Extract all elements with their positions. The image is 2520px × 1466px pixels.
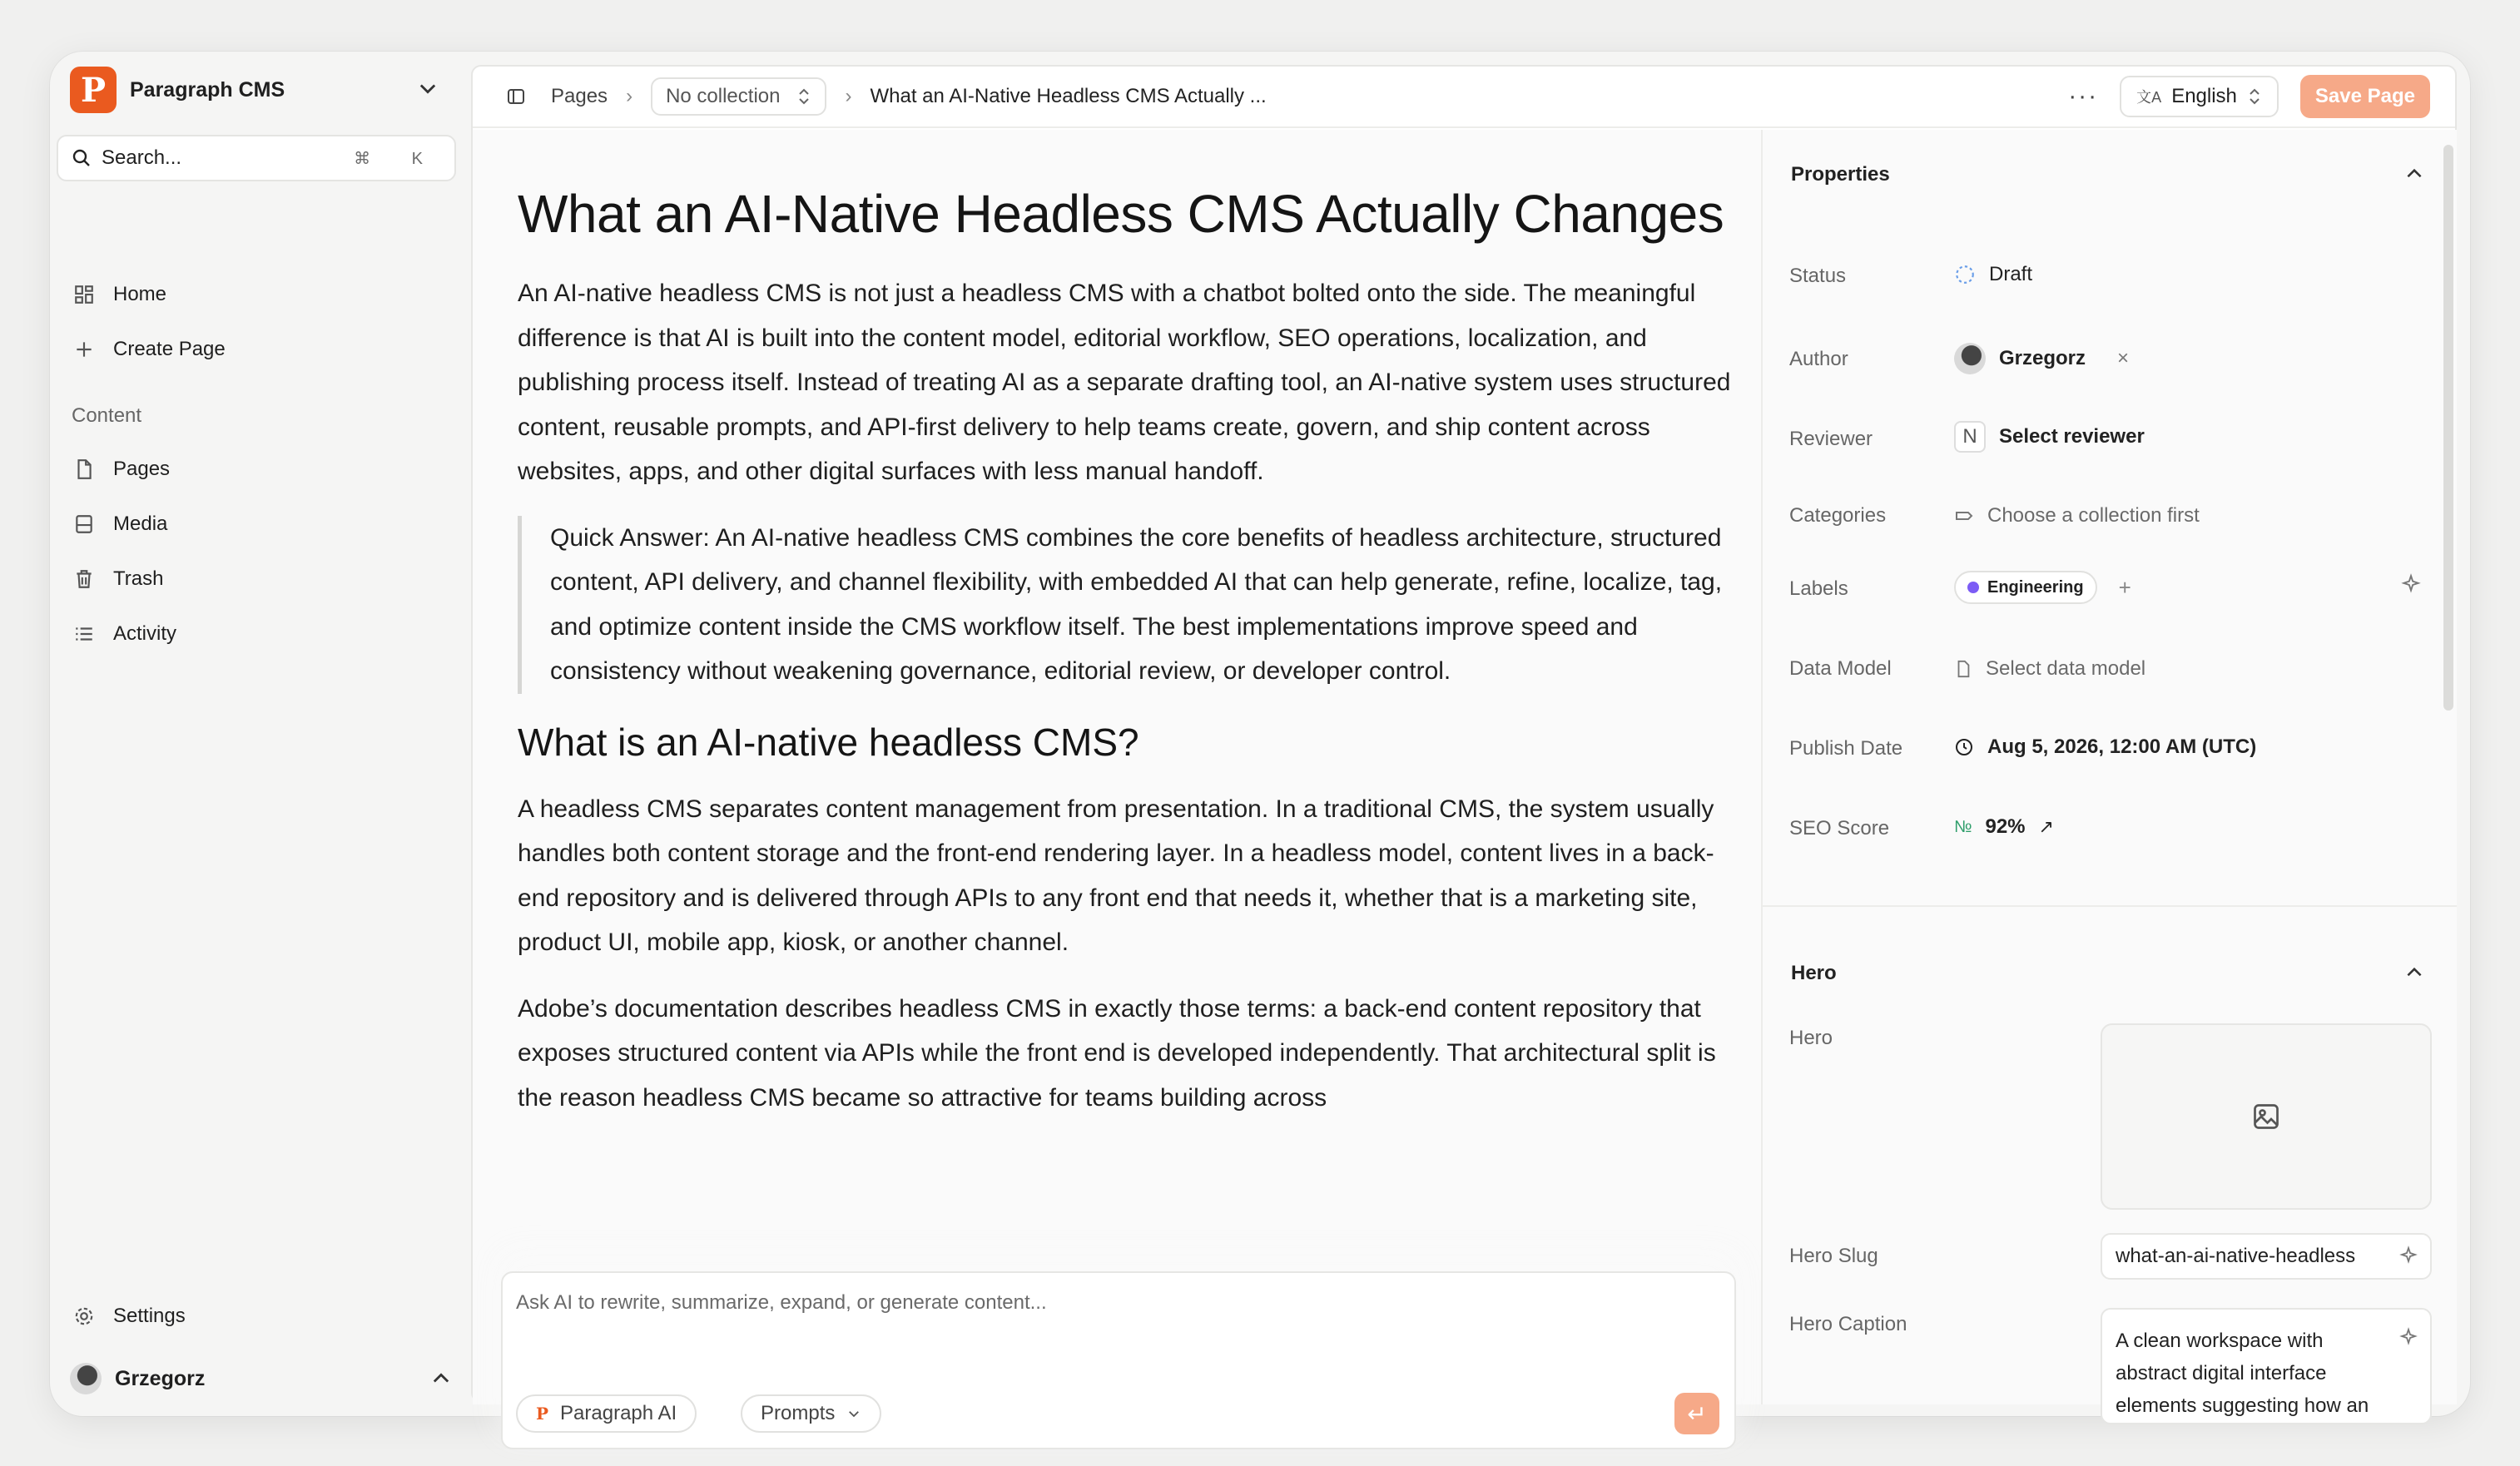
sidebar-item-trash[interactable] [70,559,453,599]
sidebar-item-label: Settings [113,1305,186,1327]
chevron-up-icon[interactable] [2403,962,2425,983]
author-select[interactable] [1954,343,2129,374]
language-value: English [2171,85,2237,107]
section-heading[interactable]: What is an AI-native headless CMS? [518,720,1139,764]
sidebar-item-label: Create Page [113,338,226,360]
sidebar [50,52,471,1416]
sidebar-item-pages[interactable] [70,449,453,489]
label-color-dot [1967,582,1979,593]
labels-label: Labels [1789,577,1848,600]
status-label: Status [1789,265,1847,287]
sidebar-item-media[interactable] [70,504,453,544]
chevron-updown-icon [2247,87,2262,106]
sidebar-item-label: Trash [113,567,164,590]
categories-label: Categories [1789,504,1887,527]
sparkle-icon[interactable] [2398,1328,2418,1348]
seo-score-prefix: № [1954,817,1972,836]
prompts-button[interactable] [741,1394,881,1433]
paragraph-logo-icon: P [70,67,117,113]
properties-panel [1761,130,2457,1417]
sidebar-toggle-icon[interactable] [506,87,526,106]
sidebar-item-home[interactable] [70,275,453,314]
data-model-value: Select data model [1986,657,2146,680]
labels-field [1954,571,2131,604]
user-menu[interactable] [70,1363,453,1394]
sidebar-section-content: Content [72,404,142,427]
close-icon[interactable]: × [2117,347,2130,369]
image-placeholder-icon [2251,1102,2281,1132]
collection-value: No collection [666,85,781,107]
ai-prompt-box[interactable] [501,1271,1736,1449]
send-button[interactable] [1674,1393,1719,1434]
add-label-icon[interactable]: + [2118,574,2131,600]
clock-icon [1954,737,1974,757]
grid-icon [73,284,95,305]
chevron-right-icon: › [626,85,633,107]
image-icon [73,513,95,535]
paragraph[interactable]: A headless CMS separates content management from presentation. In a traditional CMS, the system usually handles both content storage and the front-end rendering layer. In a headless model, content lives in a back-end repository and is delivered through APIs to any front end that needs it, whether that is a marketing site, product UI, mobile app, kiosk, or another channel. [518,795,1714,956]
label-tag[interactable] [1954,571,2097,604]
sparkle-icon[interactable] [2398,1246,2418,1266]
avatar [1954,343,1986,374]
data-model-select[interactable] [1954,657,2145,681]
arrow-up-right-icon[interactable]: ↗ [2038,816,2054,837]
reviewer-select[interactable] [1954,421,2145,453]
avatar [70,1363,102,1394]
chevron-up-icon[interactable] [2403,163,2425,185]
enter-icon: ↵ [1687,1400,1707,1427]
publish-date-value: Aug 5, 2026, 12:00 AM (UTC) [1987,735,2257,758]
search-icon [72,148,92,168]
breadcrumb-pages[interactable]: Pages [551,85,608,107]
sidebar-item-label: Pages [113,458,171,480]
seo-score-label: SEO Score [1789,817,1890,839]
brand[interactable] [70,67,285,113]
editor[interactable] [473,130,1761,1427]
sidebar-item-label: Home [113,283,167,305]
scrollbar[interactable] [2443,145,2453,711]
sidebar-item-label: Activity [113,622,177,645]
reviewer-value: Select reviewer [1999,425,2145,448]
paragraph[interactable]: An AI-native headless CMS is not just a headless CMS with a chatbot bolted onto the side. The meaningful difference is that AI is built into the content model, editorial workflow, SEO operations, localization, and publishing process itself. Instead of treating AI as a separate drafting tool, an AI-native system uses structured content, reusable prompts, and API-first delivery to help teams create, govern, and ship content across websites, apps, and other digital surfaces with less manual handoff. [518,280,1731,485]
file-icon [73,458,95,480]
language-select[interactable] [2120,76,2279,117]
hero-slug-label: Hero Slug [1789,1245,1878,1267]
more-icon[interactable]: ··· [2068,82,2099,110]
chevron-down-icon [846,1406,861,1421]
chevron-updown-icon [796,87,811,106]
author-label: Author [1789,348,1848,370]
paragraph[interactable]: Adobe’s documentation describes headless CMS in exactly those terms: a back-end content repository that exposes structured content via APIs while the front end is developed independently. That architectural split is the reason headless CMS became so attractive for teams building across [518,994,1716,1112]
draft-status-icon [1954,264,1976,285]
paragraph-ai-icon: P [536,1404,549,1424]
list-icon [73,623,95,645]
publish-date-picker[interactable] [1954,735,2256,759]
status-select[interactable] [1954,263,2032,286]
user-name: Grzegorz [115,1366,206,1390]
save-page-button[interactable]: Save Page [2300,75,2430,118]
reviewer-initial: N [1954,421,1986,453]
document-body[interactable] [518,130,1733,1120]
chevron-right-icon: › [845,85,852,107]
hero-caption-value: A clean workspace with abstract digital interface elements suggesting how an [2116,1330,2369,1417]
hero-image-upload[interactable] [2101,1023,2432,1210]
data-model-label: Data Model [1789,657,1892,680]
hero-slug-value: what-an-ai-native-headless [2116,1245,2356,1267]
hero-caption-field[interactable] [2101,1308,2432,1424]
breadcrumb-current: What an AI-Native Headless CMS Actually ... [870,85,1267,107]
main-panel [471,65,2457,1427]
prompts-label: Prompts [761,1402,836,1424]
ai-model-label: Paragraph AI [560,1402,677,1424]
section-divider [1763,905,2457,907]
sidebar-item-create-page[interactable] [70,329,453,369]
categories-value: Choose a collection first [1987,504,2200,527]
tag-icon [1954,506,1974,526]
author-value: Grzegorz [1999,347,2086,369]
collection-select[interactable] [651,77,826,116]
trash-icon [73,568,95,590]
publish-date-label: Publish Date [1789,737,1903,760]
file-icon [1954,659,1972,679]
properties-heading[interactable]: Properties [1791,163,1890,186]
translate-icon: 文A [2136,89,2162,106]
reviewer-label: Reviewer [1789,428,1873,450]
label-tag-text: Engineering [1987,577,2084,597]
gear-icon [73,1305,95,1327]
categories-select[interactable] [1954,504,2200,527]
status-value: Draft [1989,263,2033,285]
topbar-actions [2068,75,2430,118]
plus-icon [73,339,95,360]
sidebar-item-settings[interactable] [70,1296,453,1336]
seo-score-value: 92% [1985,815,2026,838]
app-name: Paragraph CMS [130,77,285,102]
search-input[interactable] [57,135,456,181]
search-shortcut: ⌘ K [354,149,441,168]
ai-prompt-input[interactable]: Ask AI to rewrite, summarize, expand, or generate content... [516,1291,1047,1314]
topbar [473,67,2455,128]
hero-slug-field[interactable] [2101,1233,2432,1280]
hero-caption-label: Hero Caption [1789,1313,1907,1335]
quick-answer-quote[interactable]: Quick Answer: An AI-native headless CMS combines the core benefits of headless architecture, structured content, API delivery, and channel flexibility, with embedded AI that can help generate, refine, localize, tag, and optimize content inside the CMS workflow itself. The best implementations improve speed and consistency without weakening governance, editorial review, or developer control. [518,516,1733,694]
sparkle-icon[interactable] [2400,574,2422,596]
document-title[interactable]: What an AI-Native Headless CMS Actually Changes [518,184,1724,244]
app-window [50,52,2470,1427]
chevron-up-icon [429,1367,453,1390]
ai-model-button[interactable] [516,1394,697,1433]
search-placeholder: Search... [102,146,182,169]
chevron-down-icon[interactable] [416,77,439,100]
sidebar-item-label: Media [113,513,168,535]
sidebar-item-activity[interactable] [70,614,453,654]
hero-label: Hero [1789,1027,1833,1049]
breadcrumb [506,85,608,108]
hero-heading[interactable]: Hero [1791,962,1837,984]
seo-score[interactable] [1954,815,2054,839]
